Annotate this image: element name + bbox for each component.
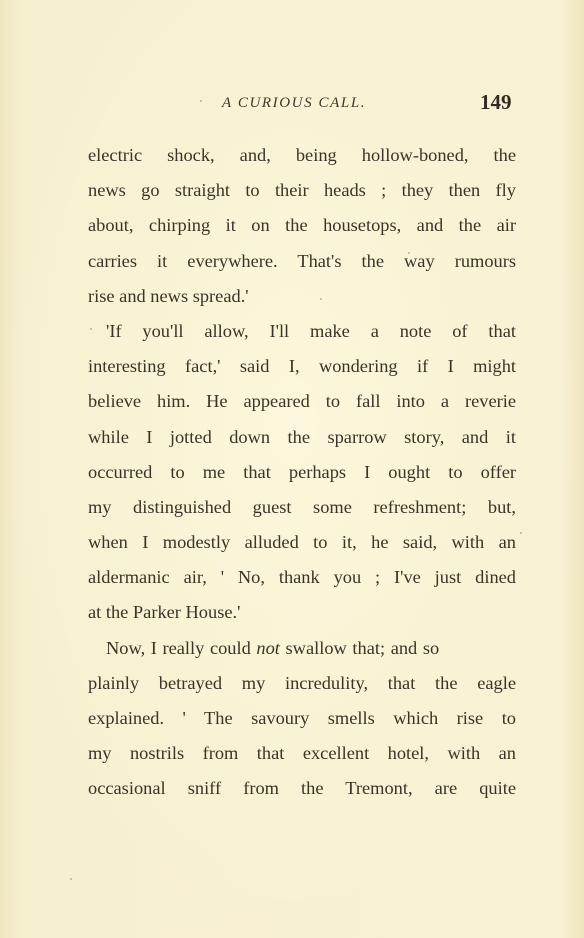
text-line: when I modestly alluded to it, he said, with an	[88, 532, 516, 553]
page-header	[0, 88, 584, 120]
page-number: 149	[480, 90, 512, 114]
print-speck	[408, 252, 410, 254]
print-speck	[320, 298, 322, 300]
text-line: rise and news spread.'	[88, 285, 249, 306]
print-speck	[200, 100, 202, 102]
text-line: electric shock, and, being hollow-boned, the	[88, 145, 516, 165]
text-line: carries it everywhere. That's the way rumours	[88, 250, 516, 271]
print-speck	[70, 878, 72, 880]
text-line: news go straight to their heads ; they then fly	[88, 180, 516, 201]
text-line: about, chirping it on the housetops, and the air	[88, 215, 516, 236]
emphasis-text: not	[256, 637, 280, 658]
text-line: 'If you'll allow, I'll make a note of that	[106, 320, 516, 341]
text-line: occurred to me that perhaps I ought to offer	[88, 461, 516, 482]
running-head: A CURIOUS CALL.	[222, 95, 367, 111]
text-line: my nostrils from that excellent hotel, with an	[88, 743, 516, 764]
paragraph	[88, 138, 516, 314]
text-run: swallow that; and so	[279, 637, 440, 658]
paragraph	[88, 314, 516, 631]
text-line	[88, 631, 516, 666]
body-text	[88, 138, 516, 807]
text-line: my distinguished guest some refreshment; but,	[88, 496, 516, 517]
text-line: believe him. He appeared to fall into a reverie	[88, 391, 516, 412]
text-run: Now, I really could	[106, 637, 257, 658]
text-line: aldermanic air, ' No, thank you ; I've just dined	[88, 567, 516, 588]
paragraph	[88, 631, 516, 807]
print-speck	[90, 328, 92, 330]
text-line: plainly betrayed my incredulity, that the eagle	[88, 672, 516, 693]
text-line: occasional sniff from the Tremont, are quite	[88, 778, 516, 799]
text-line: interesting fact,' said I, wondering if I might	[88, 356, 516, 377]
text-line: explained. ' The savoury smells which rise to	[88, 708, 516, 728]
print-speck	[520, 532, 522, 534]
text-line: while I jotted down the sparrow story, and it	[88, 426, 516, 447]
text-line: at the Parker House.'	[88, 602, 241, 623]
